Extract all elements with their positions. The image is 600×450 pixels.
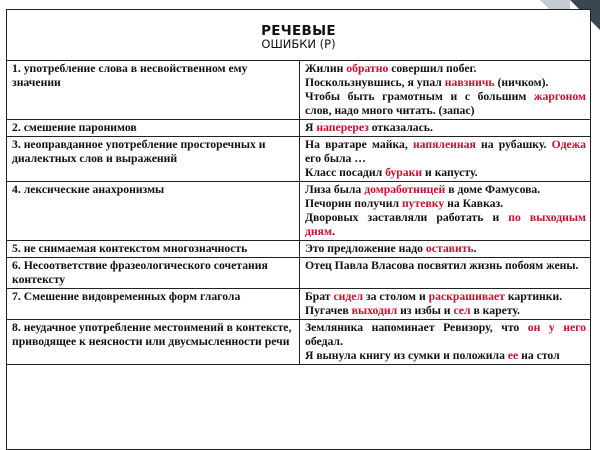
example-text: слов, надо много читать. (запас) <box>305 104 475 117</box>
table-row <box>7 241 590 258</box>
title-line-1: РЕЧЕВЫЕ <box>261 23 336 39</box>
example-sentence <box>305 121 586 135</box>
example-text: обедал. <box>305 335 343 348</box>
table-row <box>7 289 590 320</box>
table-title <box>7 10 590 61</box>
error-word-highlight: по выходным дням <box>305 211 586 238</box>
example-sentence <box>305 290 586 304</box>
error-word-highlight: бураки <box>385 166 423 179</box>
example-text: из избы и <box>397 304 454 317</box>
example-text: Лиза была <box>305 183 365 196</box>
example-text: его была … <box>305 152 366 165</box>
error-word-highlight: путевку <box>401 197 445 210</box>
examples-cell <box>300 258 591 289</box>
examples-cell <box>300 241 591 258</box>
example-text: в доме Фамусова. <box>445 183 541 196</box>
example-sentence <box>305 166 586 180</box>
error-word-highlight: Одежа <box>551 138 586 151</box>
example-sentence <box>305 197 586 211</box>
example-text: в карету. <box>470 304 520 317</box>
example-text: на стол <box>518 349 560 362</box>
table-row <box>7 182 590 241</box>
example-text: Отец Павла Власова посвятил жизнь побоям жены. <box>305 259 579 272</box>
error-word-highlight: жаргоном <box>534 90 586 103</box>
error-type-cell: 6. Несоответствие фразеологического сочетания контексту <box>7 258 300 289</box>
table-row <box>7 258 590 289</box>
example-text: Класс посадил <box>305 166 386 179</box>
example-sentence <box>305 76 586 90</box>
example-text: и капусту. <box>422 166 478 179</box>
title-line-2: ОШИБКИ (Р) <box>261 37 336 52</box>
table-row <box>7 320 590 365</box>
error-word-highlight: напяленная <box>412 138 476 151</box>
example-sentence <box>305 259 586 273</box>
error-type-cell: 5. не снимаемая контекстом многозначность <box>7 241 300 258</box>
example-sentence <box>305 304 586 318</box>
examples-cell <box>300 120 591 137</box>
error-word-highlight: он у него <box>527 321 586 334</box>
example-text: Я <box>305 121 317 134</box>
error-word-highlight: оставить <box>425 242 474 255</box>
example-text: . <box>473 242 477 255</box>
example-sentence <box>305 211 586 239</box>
example-sentence <box>305 321 586 349</box>
example-text: отказалась. <box>368 121 433 134</box>
example-sentence <box>305 242 586 256</box>
error-type-cell: 7. Смешение видовременных форм глагола <box>7 289 300 320</box>
example-sentence <box>305 183 586 197</box>
example-text: Поскользнувшись, я упал <box>305 76 445 89</box>
example-text: Это предложение надо <box>305 242 426 255</box>
examples-cell <box>300 61 591 120</box>
example-sentence <box>305 62 586 76</box>
error-word-highlight: домработницей <box>364 183 446 196</box>
table-row <box>7 61 590 120</box>
error-type-cell: 8. неудачное употребление местоимений в контексте, приводящее к неясности или двусмысленности речи <box>7 320 300 365</box>
example-text: (ничком). <box>494 76 549 89</box>
example-text: совершил побег. <box>388 62 477 75</box>
example-sentence <box>305 138 586 166</box>
example-text: Печорин получил <box>305 197 402 210</box>
error-word-highlight: ее <box>507 349 519 362</box>
example-text: на Кавказ. <box>444 197 504 210</box>
errors-sheet <box>6 9 591 450</box>
example-text: Брат <box>305 290 334 303</box>
table-row <box>7 120 590 137</box>
example-text: Чтобы быть грамотным и с большим <box>305 90 534 103</box>
example-text: Я вынула книгу из сумки и положила <box>305 349 508 362</box>
example-text: Дворовых заставляли работать и <box>305 211 509 224</box>
examples-cell <box>300 182 591 241</box>
example-sentence <box>305 90 586 118</box>
example-text: . <box>331 225 335 238</box>
example-text: на рубашку. <box>475 138 552 151</box>
example-text: На вратаре майка, <box>305 138 413 151</box>
error-word-highlight: навзничь <box>444 76 495 89</box>
error-word-highlight: сидел <box>333 290 364 303</box>
examples-cell <box>300 289 591 320</box>
error-type-cell: 2. смешение паронимов <box>7 120 300 137</box>
table-row <box>7 137 590 182</box>
error-type-cell: 1. употребление слова в несвойственном ему значении <box>7 61 300 120</box>
error-word-highlight: сел <box>453 304 471 317</box>
example-text: Земляника напоминает Ревизору, что <box>305 321 528 334</box>
error-type-cell: 3. неоправданное употребление просторечных и диалектных слов и выражений <box>7 137 300 182</box>
error-word-highlight: раскрашивает <box>428 290 505 303</box>
example-sentence <box>305 349 586 363</box>
error-type-cell: 4. лексические анахронизмы <box>7 182 300 241</box>
examples-cell <box>300 137 591 182</box>
error-word-highlight: обратно <box>346 62 389 75</box>
example-text: Пугачев <box>305 304 352 317</box>
error-word-highlight: выходил <box>351 304 398 317</box>
example-text: Жилин <box>305 62 347 75</box>
example-text: картинки. <box>504 290 563 303</box>
error-word-highlight: наперерез <box>316 121 369 134</box>
example-text: за столом и <box>363 290 429 303</box>
speech-errors-table <box>7 61 590 365</box>
examples-cell <box>300 320 591 365</box>
